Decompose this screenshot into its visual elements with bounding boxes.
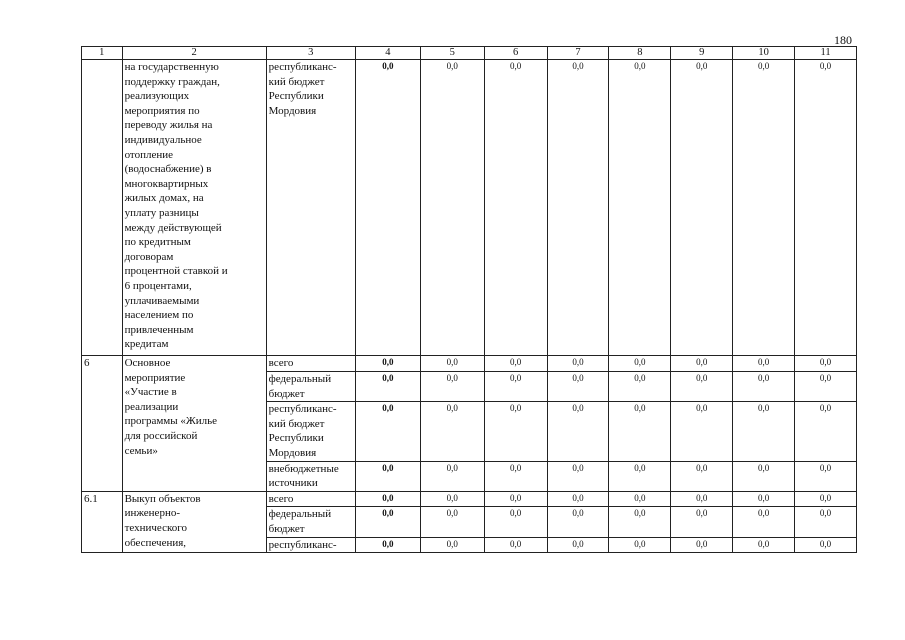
measure-name: Основное мероприятие «Участие в реализации программы «Жилье для российской семьи»	[122, 356, 266, 492]
header-cell: 4	[355, 47, 420, 60]
value-cell: 0,0	[609, 491, 671, 507]
value-cell: 0,0	[355, 372, 420, 402]
measure-name: на государственную поддержку граждан, реализующих мероприятия по переводу жилья на индивидуальное отопление (водоснабжение) в многоквартирных жилых домах, на уплату разницы между действующей по кредитным договорам процентной ставкой и 6 процентами, уплачиваемыми населением по привлеченным кредитам	[122, 60, 266, 356]
table-row	[82, 491, 857, 507]
page-number: 180	[834, 33, 852, 47]
value-cell: 0,0	[484, 537, 547, 553]
value-cell: 0,0	[355, 507, 420, 537]
value-cell: 0,0	[609, 537, 671, 553]
header-cell: 9	[671, 47, 733, 60]
funding-source: федеральный бюджет	[266, 372, 355, 402]
value-cell: 0,0	[795, 372, 857, 402]
value-cell: 0,0	[484, 356, 547, 372]
value-cell: 0,0	[420, 507, 484, 537]
table-row	[82, 356, 857, 372]
value-cell: 0,0	[355, 537, 420, 553]
row-number: 6.1	[82, 491, 123, 552]
value-cell: 0,0	[795, 356, 857, 372]
value-cell: 0,0	[795, 537, 857, 553]
value-cell: 0,0	[547, 461, 609, 491]
value-cell: 0,0	[547, 60, 609, 356]
value-cell: 0,0	[420, 60, 484, 356]
row-number	[82, 60, 123, 356]
measure-name: Выкуп объектов инженерно- технического обеспечения,	[122, 491, 266, 552]
value-cell: 0,0	[484, 461, 547, 491]
value-cell: 0,0	[671, 461, 733, 491]
header-cell: 5	[420, 47, 484, 60]
value-cell: 0,0	[355, 402, 420, 461]
value-cell: 0,0	[733, 537, 795, 553]
value-cell: 0,0	[795, 461, 857, 491]
value-cell: 0,0	[671, 60, 733, 356]
value-cell: 0,0	[355, 356, 420, 372]
value-cell: 0,0	[547, 372, 609, 402]
funding-source: всего	[266, 491, 355, 507]
value-cell: 0,0	[795, 491, 857, 507]
value-cell: 0,0	[733, 356, 795, 372]
value-cell: 0,0	[420, 356, 484, 372]
value-cell: 0,0	[484, 60, 547, 356]
header-cell: 1	[82, 47, 123, 60]
value-cell: 0,0	[420, 402, 484, 461]
value-cell: 0,0	[609, 356, 671, 372]
funding-source: всего	[266, 356, 355, 372]
value-cell: 0,0	[733, 402, 795, 461]
header-cell: 3	[266, 47, 355, 60]
header-cell: 11	[795, 47, 857, 60]
value-cell: 0,0	[547, 507, 609, 537]
value-cell: 0,0	[547, 491, 609, 507]
header-cell: 2	[122, 47, 266, 60]
value-cell: 0,0	[420, 372, 484, 402]
header-cell: 10	[733, 47, 795, 60]
value-cell: 0,0	[484, 491, 547, 507]
value-cell: 0,0	[609, 461, 671, 491]
header-cell: 6	[484, 47, 547, 60]
value-cell: 0,0	[733, 491, 795, 507]
value-cell: 0,0	[355, 60, 420, 356]
header-row	[82, 47, 857, 60]
value-cell: 0,0	[547, 402, 609, 461]
value-cell: 0,0	[547, 537, 609, 553]
value-cell: 0,0	[484, 402, 547, 461]
funding-source: внебюджетные источники	[266, 461, 355, 491]
value-cell: 0,0	[484, 507, 547, 537]
row-number: 6	[82, 356, 123, 492]
value-cell: 0,0	[484, 372, 547, 402]
value-cell: 0,0	[795, 60, 857, 356]
value-cell: 0,0	[671, 372, 733, 402]
value-cell: 0,0	[609, 372, 671, 402]
table-row	[82, 60, 857, 356]
funding-source: республиканс- кий бюджет Республики Мордовия	[266, 402, 355, 461]
value-cell: 0,0	[671, 402, 733, 461]
value-cell: 0,0	[671, 537, 733, 553]
value-cell: 0,0	[420, 491, 484, 507]
header-cell: 7	[547, 47, 609, 60]
value-cell: 0,0	[733, 60, 795, 356]
value-cell: 0,0	[355, 461, 420, 491]
header-cell: 8	[609, 47, 671, 60]
value-cell: 0,0	[547, 356, 609, 372]
value-cell: 0,0	[733, 372, 795, 402]
value-cell: 0,0	[733, 461, 795, 491]
funding-source: федеральный бюджет	[266, 507, 355, 537]
budget-table	[81, 46, 857, 553]
value-cell: 0,0	[355, 491, 420, 507]
value-cell: 0,0	[795, 507, 857, 537]
value-cell: 0,0	[671, 356, 733, 372]
value-cell: 0,0	[671, 491, 733, 507]
funding-source: республиканс-	[266, 537, 355, 553]
value-cell: 0,0	[609, 507, 671, 537]
value-cell: 0,0	[609, 402, 671, 461]
value-cell: 0,0	[733, 507, 795, 537]
value-cell: 0,0	[420, 537, 484, 553]
funding-source: республиканс- кий бюджет Республики Мордовия	[266, 60, 355, 356]
value-cell: 0,0	[671, 507, 733, 537]
value-cell: 0,0	[420, 461, 484, 491]
value-cell: 0,0	[609, 60, 671, 356]
value-cell: 0,0	[795, 402, 857, 461]
